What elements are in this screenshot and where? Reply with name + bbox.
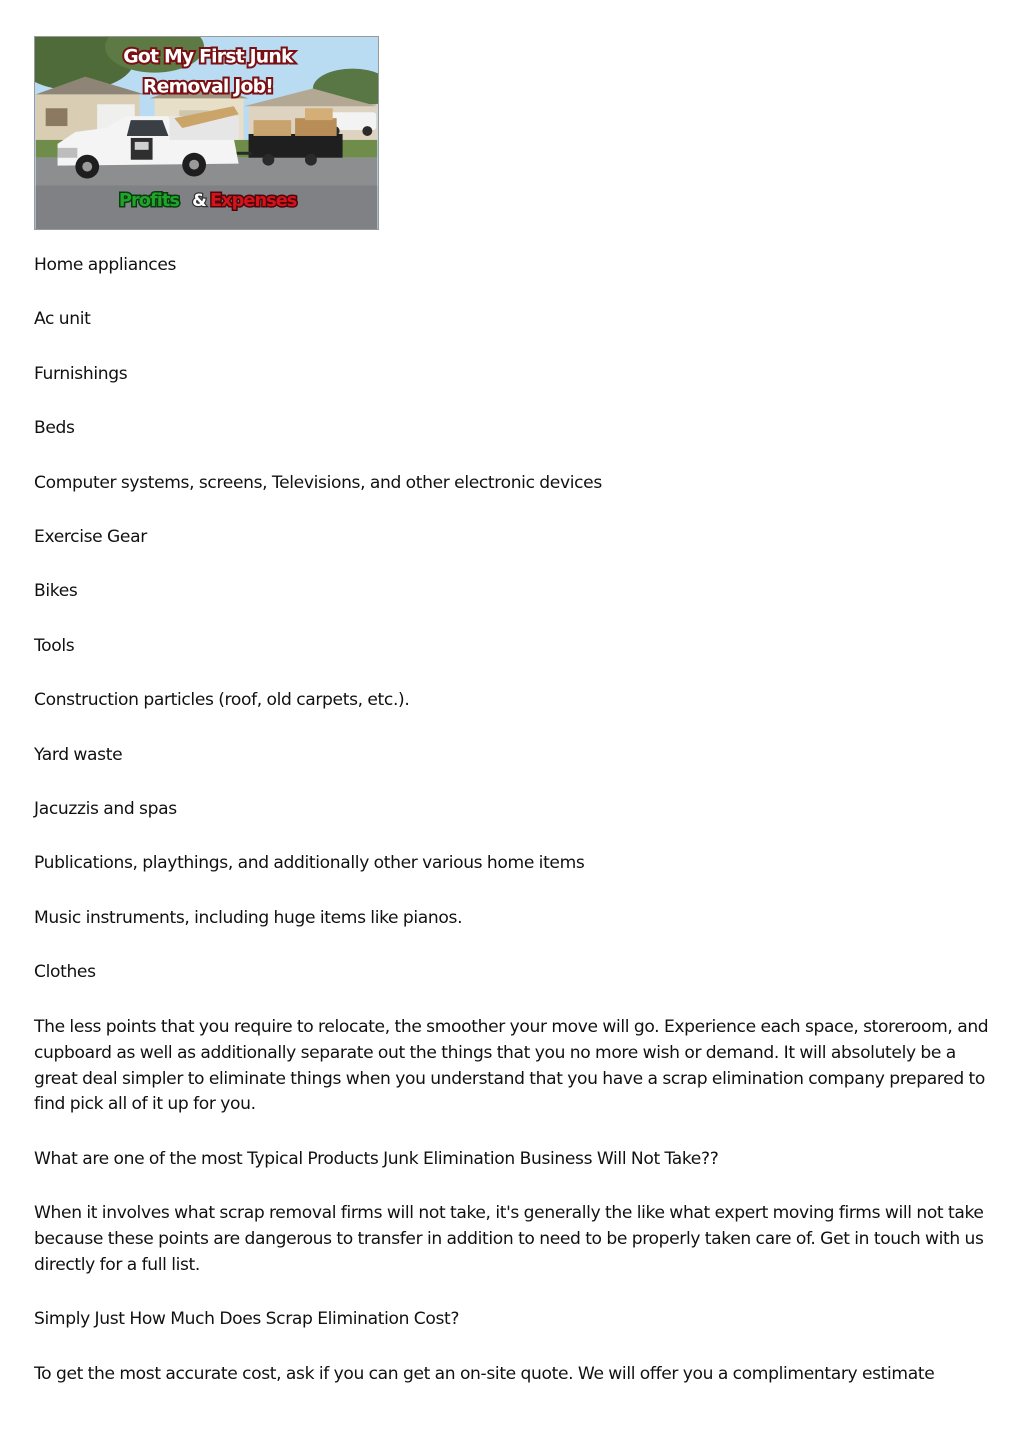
hero-title-line-2: Removal Job! [142,76,274,98]
truck-photo [35,37,378,229]
body-paragraph: To get the most accurate cost, ask if you can get an on-site quote. We will offer you a complimentary estimate [34,1363,935,1384]
list-item: Ac unit [34,309,91,330]
body-paragraph: When it involves what scrap removal firms will not take, it's generally the like what expert moving firms will not take because these points are dangerous to transfer in addition to need to be properly taken care of. Get in touch with us directly for a full list. [34,1203,984,1276]
list-item: Construction particles (roof, old carpets, etc.). [34,690,410,711]
document-page [34,36,990,1416]
article-body [34,253,990,1388]
body-paragraph: The less points that you require to relocate, the smoother your move will go. Experience each space, storeroom, and cupboard as well as additionally separate out the things that you no more wish or demand. It will absolutely be a great deal simpler to eliminate things when you understand that you have a scrap elimination company prepared to find pick all of it up for you. [34,1016,989,1115]
list-item: Home appliances [34,255,177,275]
section-question: Simply Just How Much Does Scrap Elimination Cost? [34,1309,460,1330]
section-question: What are one of the most Typical Products Junk Elimination Business Will Not Take?? [34,1148,719,1169]
list-item: Tools [34,635,75,656]
list-item: Exercise Gear [34,527,147,548]
list-item: Music instruments, including huge items like pianos. [34,907,463,928]
hero-subtitle-expenses: Expenses [209,190,297,212]
hero-subtitle-ampersand: & [192,190,207,211]
list-item: Jacuzzis and spas [34,799,177,820]
list-item: Computer systems, screens, Televisions, and other electronic devices [34,472,602,493]
list-item: Yard waste [34,744,123,765]
list-item: Bikes [34,581,78,602]
junk-removal-hero-image [34,36,379,230]
list-item: Furnishings [34,363,128,384]
hero-title-line-1: Got My First Junk [123,46,293,68]
hero-subtitle-profits: Profits [118,190,179,212]
list-item: Beds [34,418,75,439]
list-item: Clothes [34,962,96,983]
list-item: Publications, playthings, and additionally other various home items [34,853,585,874]
